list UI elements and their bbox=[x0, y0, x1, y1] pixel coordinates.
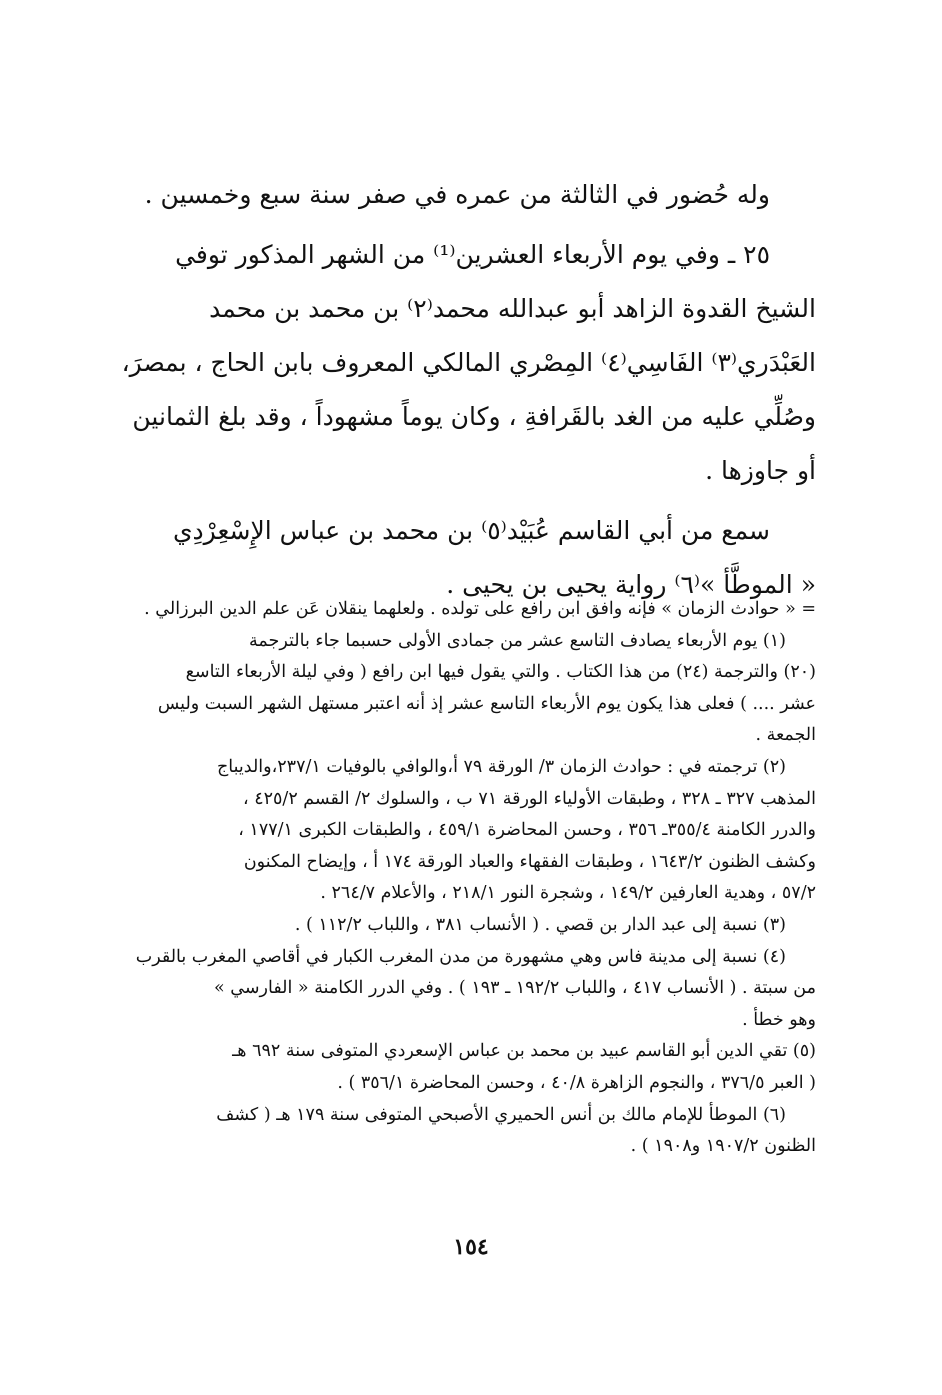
footnote-continuation: = « حوادث الزمان » فإنه وافق ابن رافع على تولده . ولعلهما ينقلان عَن علم الدين البرزالي . bbox=[144, 599, 816, 619]
footnote-line: المذهب ٣٢٧ ـ ٣٢٨ ، وطبقات الأولياء الورقة ٧١ ب ، والسلوك ٢/ القسم ٤٢٥/٢ ، bbox=[243, 788, 816, 809]
footnote-line: الجمعة . bbox=[755, 725, 816, 746]
footnote-line: عشر .... ) فعلى هذا يكون يوم الأربعاء التاسع عشر إذ أنه اعتبر مستهل الشهر السبت وليس bbox=[157, 693, 816, 714]
footnote-line: وهو خطأ . bbox=[742, 1009, 816, 1030]
footnote-line: ( العبر ٣٧٦/٥ ، والنجوم الزاهرة ٤٠/٨ ، وحسن المحاضرة ٣٥٦/١ ) . bbox=[337, 1072, 816, 1093]
footnote-1: (١) يوم الأربعاء يصادف التاسع عشر من جمادى الأولى حسبما جاء بالترجمة bbox=[249, 630, 786, 651]
footnote-6: (٦) الموطأ للإمام مالك بن أنس الحميري الأصبحي المتوفى سنة ١٧٩ هـ ( كشف bbox=[216, 1104, 786, 1125]
footnote-line: وكشف الظنون ١٦٤٣/٢ ، وطبقات الفقهاء والعباد الورقة ١٧٤ أ ، وإيضاح المكنون bbox=[243, 851, 816, 872]
footnote-3: (٣) نسبة إلى عبد الدار بن قصي . ( الأنساب ٣٨١ ، واللباب ١١٢/٢ ) . bbox=[294, 914, 786, 935]
footnote-line: والدرر الكامنة ٣٥٥/٤ـ ٣٥٦ ، وحسن المحاضرة ٤٥٩/١ ، والطبقات الكبرى ١٧٧/١ ، bbox=[238, 820, 816, 841]
footnote-4: (٤) نسبة إلى مدينة فاس وهي مشهورة من مدن المغرب الكبار في أقاصي المغرب بالقرب bbox=[135, 946, 786, 967]
footnote-line: (٢٠) والترجمة (٢٤) من هذا الكتاب . والتي يقول فيها ابن رافع ( وفي ليلة الأربعاء التاسع bbox=[185, 662, 816, 683]
main-text-line: « الموطَّأ »⁽٦⁾ رواية يحيى بن يحيى . bbox=[446, 570, 816, 599]
main-text-line: وله حُضور في الثالثة من عمره في صفر سنة سبع وخمسين . bbox=[144, 180, 770, 209]
page-number: ١٥٤ bbox=[453, 1234, 489, 1260]
footnote-5: (٥) تقي الدين أبو القاسم عبيد بن محمد بن عباس الإسعردي المتوفى سنة ٦٩٢ هـ bbox=[232, 1041, 816, 1062]
main-text-line: العَبْدَري⁽٣⁾ الفَاسِي⁽٤⁾ المِصْري المالكي المعروف بابن الحاج ، بمصرَ، bbox=[121, 348, 816, 377]
main-text-line: سمع من أبي القاسم عُبَيْد⁽٥⁾ بن محمد بن عباس الإِسْعِرْدِي bbox=[172, 516, 770, 545]
main-text-line: أو جاوزها . bbox=[705, 456, 816, 485]
entry-heading-line: ٢٥ ـ وفي يوم الأربعاء العشرين⁽¹⁾ من الشهر المذكور توفي bbox=[175, 240, 770, 269]
footnote-line: الظنون ١٩٠٧/٢ و١٩٠٨ ) . bbox=[630, 1136, 816, 1157]
footnote-2: (٢) ترجمته في : حوادث الزمان ٣/ الورقة ٧٩ أ،والوافي بالوفيات ٢٣٧/١،والديباج bbox=[217, 756, 786, 777]
footnote-line: من سبتة . ( الأنساب ٤١٧ ، واللباب ١٩٢/٢ ـ ١٩٣ ) . وفي الدرر الكامنة « الفارسي » bbox=[214, 978, 816, 999]
footnotes bbox=[100, 594, 816, 1163]
main-text-line: وصُلِّي عليه من الغد بالقَرافةِ ، وكان يوماً مشهوداً ، وقد بلغ الثمانين bbox=[132, 402, 816, 431]
footnote-line: ٥٧/٢ ، وهدية العارفين ١٤٩/٢ ، وشجرة النور ٢١٨/١ ، والأعلام ٢٦٤/٧ . bbox=[320, 883, 816, 904]
main-text-line: الشيخ القدوة الزاهد أبو عبدالله محمد⁽٢⁾ بن محمد بن محمد bbox=[209, 294, 816, 323]
main-text bbox=[100, 168, 816, 612]
